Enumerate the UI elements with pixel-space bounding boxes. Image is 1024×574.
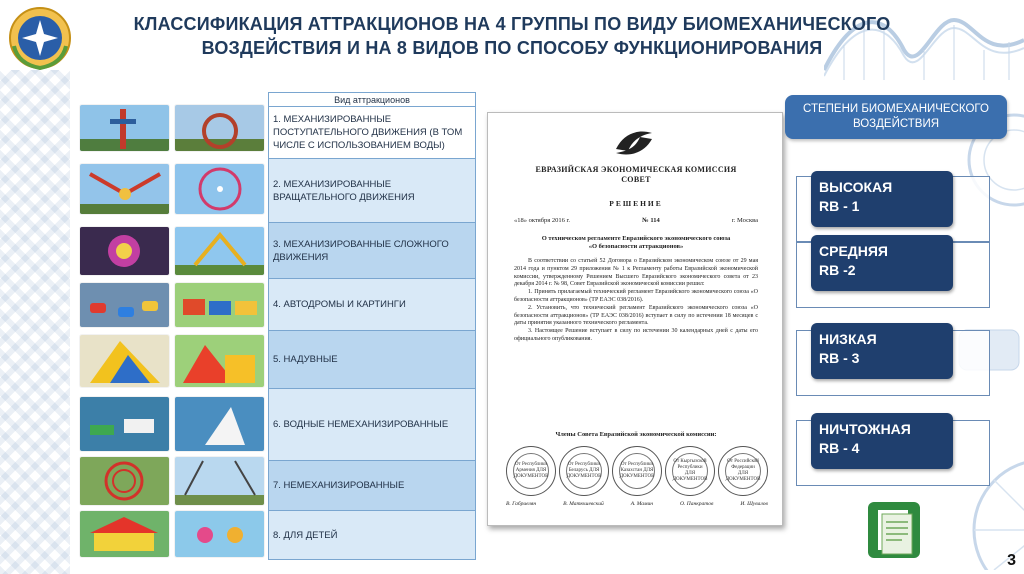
- row-label: 6. ВОДНЫЕ НЕМЕХАНИЗИРОВАННЫЕ: [273, 419, 449, 430]
- subject-line: О техническом регламенте Евразийского экономического союза: [541, 235, 731, 242]
- table-row: [269, 107, 475, 159]
- seal-stamp: [612, 446, 662, 496]
- level-card: [796, 176, 990, 242]
- row-label: 2. МЕХАНИЗИРОВАННЫЕ ВРАЩАТЕЛЬНОГО ДВИЖЕНИЯ: [273, 178, 415, 203]
- level-card: [796, 420, 990, 486]
- document-paragraph: 3. Настоящее Решение вступает в силу по истечении 30 календарных дней с даты его официального опубликования.: [514, 328, 758, 342]
- document-paragraph: В соответствии со статьей 52 Договора о Евразийском экономическом союзе от 29 мая 2014 года и пунктом 29 приложения № 1 к Регламенту работы Евразийской экономической комиссии, утвержденному Решением Высшего Евразийского экономического совета от 23 декабря 2014 г. № 98, Совет Евразийской экономической комиссии решил:: [514, 258, 758, 288]
- row-label: 8. ДЛЯ ДЕТЕЙ: [273, 529, 338, 541]
- photo-row: [80, 511, 264, 557]
- signers-row: [506, 501, 768, 507]
- level-name: СРЕДНЯЯ: [819, 243, 888, 259]
- table-row: [269, 389, 475, 461]
- seal-text: От Республики Беларусь ДЛЯ ДОКУМЕНТОВ: [566, 462, 602, 479]
- photo-row: [80, 283, 264, 327]
- seal-text: От Республики Казахстан ДЛЯ ДОКУМЕНТОВ: [619, 462, 655, 479]
- level-badge: [811, 413, 953, 469]
- document-stack-icon: [866, 500, 922, 560]
- photo-coaster-loop: [175, 105, 264, 151]
- levels-header: СТЕПЕНИ БИОМЕХАНИЧЕСКОГО ВОЗДЕЙСТВИЯ: [785, 95, 1007, 139]
- table-row: [269, 331, 475, 389]
- attraction-photos: [80, 105, 264, 531]
- signer-name: В. Матюшевский: [563, 501, 604, 507]
- level-name: ВЫСОКАЯ: [819, 179, 893, 195]
- photo-drop-tower: [80, 105, 169, 151]
- photo-row: [80, 457, 264, 505]
- document-date: «18» октября 2016 г.: [514, 217, 571, 224]
- table-header: Вид аттракционов: [269, 93, 475, 107]
- level-card: [796, 242, 990, 308]
- eec-emblem-icon: [612, 127, 656, 159]
- signer-name: В. Габриелян: [506, 501, 537, 507]
- photo-kids-train: [175, 283, 264, 327]
- table-row: [269, 279, 475, 331]
- photo-ferris-wheel: [175, 164, 264, 214]
- seal-text: От Республики Армения ДЛЯ ДОКУМЕНТОВ: [513, 462, 549, 479]
- seal-stamp: [718, 446, 768, 496]
- seals-row: [506, 446, 768, 506]
- level-badge: [811, 323, 953, 379]
- level-name: НИЧТОЖНАЯ: [819, 421, 911, 437]
- photo-water-inflatables: [80, 397, 169, 451]
- seal-stamp: [506, 446, 556, 496]
- table-row: [269, 159, 475, 223]
- photo-row: [80, 397, 264, 451]
- photo-water-slide: [175, 397, 264, 451]
- row-label: 4. АВТОДРОМЫ И КАРТИНГИ: [273, 299, 406, 310]
- level-card: [796, 330, 990, 396]
- document-paragraph: 1. Принять прилагаемый технический регламент Евразийского экономического союза «О безопасности аттракционов» (ТР ЕАЭС 038/2016).: [514, 289, 758, 303]
- photo-row: [80, 105, 264, 151]
- title-line-1: КЛАССИФИКАЦИЯ АТТРАКЦИОНОВ НА 4 ГРУППЫ ПО ВИДУ БИОМЕХАНИЧЕСКОГО: [133, 14, 891, 34]
- page-number: 3: [1007, 552, 1016, 569]
- photo-row: [80, 335, 264, 387]
- photo-bumper-cars: [80, 283, 169, 327]
- table-row: [269, 223, 475, 279]
- seal-text: От Кыргызской Республики ДЛЯ ДОКУМЕНТОВ: [672, 459, 708, 482]
- document-meta: [514, 217, 758, 224]
- photo-kids-ride: [175, 511, 264, 557]
- photo-spinning-ride: [80, 227, 169, 275]
- document-paragraph: 2. Установить, что технический регламент Евразийского экономического союза «О безопасности аттракционов» (ТР ЕАЭС 038/2016) вступает в силу по истечении 18 месяцев с даты принятия указанного технического регламента.: [514, 304, 758, 327]
- members-title: Члены Совета Евразийской экономической комиссии:: [555, 431, 717, 438]
- row-label: 5. НАДУВНЫЕ: [273, 354, 338, 365]
- seal-stamp: [665, 446, 715, 496]
- photo-trampoline: [175, 457, 264, 505]
- level-code: RB - 4: [819, 440, 860, 456]
- level-code: RB - 3: [819, 350, 860, 366]
- document-type: РЕШЕНИЕ: [609, 199, 663, 208]
- photo-inflatable-castle: [175, 335, 264, 387]
- photo-row: [80, 164, 264, 214]
- document-number: № 114: [642, 217, 660, 224]
- page-title: [82, 12, 942, 60]
- org-body: СОВЕТ: [621, 175, 651, 184]
- level-code: RB - 1: [819, 198, 860, 214]
- level-code: RB -2: [819, 262, 856, 278]
- subject-line: «О безопасности аттракционов»: [588, 243, 684, 250]
- row-label: 7. НЕМЕХАНИЗИРОВАННЫЕ: [273, 480, 405, 491]
- photo-swing-ship: [175, 227, 264, 275]
- seal-text: От Российской Федерации ДЛЯ ДОКУМЕНТОВ: [725, 459, 761, 482]
- signer-name: А. Мамин: [630, 501, 654, 507]
- photo-kids-carousel: [80, 511, 169, 557]
- org-name: ЕВРАЗИЙСКАЯ ЭКОНОМИЧЕСКАЯ КОМИССИЯ: [535, 165, 737, 174]
- photo-pendulum: [80, 164, 169, 214]
- document-subject: [522, 235, 750, 251]
- level-badge: [811, 171, 953, 227]
- table-row: [269, 511, 475, 559]
- photo-gyroscope: [80, 457, 169, 505]
- photo-inflatable-slide: [80, 335, 169, 387]
- document-organization: [508, 165, 764, 185]
- level-badge: [811, 235, 953, 291]
- emblem-logo: [8, 6, 72, 70]
- decision-document: [487, 112, 783, 526]
- document-city: г. Москва: [731, 217, 758, 224]
- side-ornament: [0, 70, 70, 574]
- table-row: [269, 461, 475, 511]
- level-name: НИЗКАЯ: [819, 331, 877, 347]
- title-line-2: ВОЗДЕЙСТВИЯ И НА 8 ВИДОВ ПО СПОСОБУ ФУНКЦИОНИРОВАНИЯ: [201, 38, 823, 58]
- row-label: 3. МЕХАНИЗИРОВАННЫЕ СЛОЖНОГО ДВИЖЕНИЯ: [273, 238, 449, 263]
- document-body: [514, 258, 758, 344]
- photo-row: [80, 227, 264, 275]
- seal-stamp: [559, 446, 609, 496]
- signer-name: О. Панкратов: [680, 501, 714, 507]
- attraction-types-table: [268, 92, 476, 560]
- signer-name: И. Шувалов: [740, 501, 768, 507]
- row-label: 1. МЕХАНИЗИРОВАННЫЕ ПОСТУПАТЕЛЬНОГО ДВИЖЕНИЯ (В ТОМ ЧИСЛЕ С ИСПОЛЬЗОВАНИЕМ ВОДЫ): [273, 114, 463, 151]
